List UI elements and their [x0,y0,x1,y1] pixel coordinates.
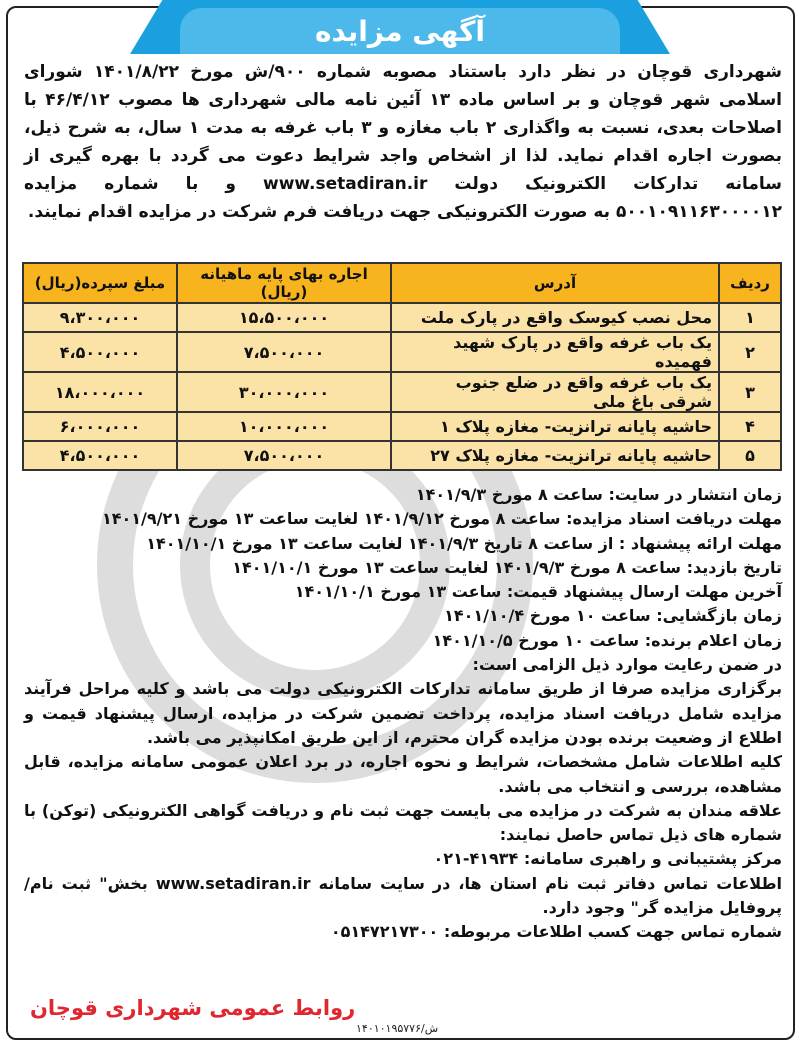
schedule-deadline: آخرین مهلت ارسال پیشنهاد قیمت: ساعت ۱۳ مورخ ۱۴۰۱/۱۰/۱ [294,582,782,602]
header-row-number: ردیف [719,263,781,303]
cell-deposit: ۴،۵۰۰،۰۰۰ [23,441,177,470]
cell-rent: ۷،۵۰۰،۰۰۰ [177,332,391,372]
header [180,8,620,54]
schedule-documents: مهلت دریافت اسناد مزایده: ساعت ۸ مورخ ۱۴۰۱/۹/۱۲ لغایت ساعت ۱۳ مورخ ۱۴۰۱/۹/۲۱ [101,509,782,529]
details-section [24,483,782,945]
note-offices: اطلاعات تماس دفاتر ثبت نام استان ها، در سایت سامانه www.setadiran.ir بخش" ثبت نام/ پروفایل مزایده گر" وجود دارد. [24,873,783,918]
cell-deposit: ۴،۵۰۰،۰۰۰ [23,332,177,372]
schedule-proposal: مهلت ارائه پیشنهاد : از ساعت ۸ تاریخ ۱۴۰۱/۹/۳ لغایت ساعت ۱۳ مورخ ۱۴۰۱/۱۰/۱ [146,533,782,553]
table-row [23,332,781,372]
cell-deposit: ۱۸،۰۰۰،۰۰۰ [23,372,177,412]
cell-row-number: ۴ [719,412,781,441]
cell-row-number: ۳ [719,372,781,412]
table-row [23,412,781,441]
cell-address: حاشیه پایانه ترانزیت- مغازه پلاک ۱ [391,412,719,441]
cell-row-number: ۵ [719,441,781,470]
auction-items-table [22,262,782,471]
table-row [23,372,781,412]
cell-rent: ۱۰،۰۰۰،۰۰۰ [177,412,391,441]
schedule-visit: تاریخ بازدید: ساعت ۸ مورخ ۱۴۰۱/۹/۳ لغایت ساعت ۱۳ مورخ ۱۴۰۱/۱۰/۱ [232,557,782,577]
signature: روابط عمومی شهرداری قوچان [30,996,356,1020]
cell-address: یک باب غرفه واقع در ضلع جنوب شرقی باغ ملی [391,372,719,412]
cell-deposit: ۶،۰۰۰،۰۰۰ [23,412,177,441]
table-row [23,441,781,470]
intro-paragraph: شهرداری قوچان در نظر دارد باستناد مصوبه شماره ۹۰۰/ش مورخ ۱۴۰۱/۸/۲۲ شورای اسلامی شهر قوچان و بر اساس ماده ۱۳ آئین نامه مالی شهرداری ها مصوب ۴۶/۴/۱۲ با اصلاحات بعدی، نسبت به واگذاری ۲ باب مغازه و ۳ باب غرفه به مدت ۱ سال، به شرح ذیل، بصورت اجاره اقدام نماید. لذا از اشخاص واجد شرایط دعوت می گردد با بهره گیری از سامانه تدارکات الکترونیک دولت www.setadiran.ir و با شماره مزایده ۵۰۰۱۰۹۱۱۶۳۰۰۰۰۱۲ به صورت الکترونیکی جهت دریافت فرم شرکت در مزایده اقدام نمایند. [24,62,783,222]
table-header-row [23,263,781,303]
note-information: کلیه اطلاعات شامل مشخصات، شرایط و نحوه اجاره، در برد اعلان عمومی سامانه مزایده، قابل مشاهده، بررسی و انتخاب می باشد. [24,752,782,796]
cell-rent: ۱۵،۵۰۰،۰۰۰ [177,303,391,332]
cell-rent: ۳۰،۰۰۰،۰۰۰ [177,372,391,412]
note-support-phone: مرکز پشتیبانی و راهبری سامانه: ۴۱۹۳۴-۰۲۱ [433,849,782,869]
cell-address: محل نصب کیوسک واقع در پارک ملت [391,303,719,332]
table-row [23,303,781,332]
cell-address: یک باب غرفه واقع در پارک شهید فهمیده [391,332,719,372]
schedule-opening: زمان بازگشایی: ساعت ۱۰ مورخ ۱۴۰۱/۱۰/۴ [444,606,782,626]
note-contact-phone: شماره تماس جهت کسب اطلاعات مربوطه: ۰۵۱۴۷۲۱۷۳۰۰ [330,922,782,942]
note-electronic: برگزاری مزایده صرفا از طریق سامانه تدارکات الکترونیکی دولت می باشد و کلیه مراحل فرآیند مزایده شامل دریافت اسناد مزایده، پرداخت تضمین شرکت در مزایده، ارسال پیشنهاد قیمت و اطلاع از وضعیت برنده بودن مزایده گران محترم، از این طریق امکانپذیر می باشد. [24,679,782,747]
header-deposit: مبلغ سپرده(ریال) [23,263,177,303]
cell-address: حاشیه پایانه ترانزیت- مغازه پلاک ۲۷ [391,441,719,470]
note-registration: علاقه مندان به شرکت در مزایده می بایست جهت ثبت نام و دریافت گواهی الکترونیکی (توکن) با شماره های ذیل تماس حاصل نمایند: [24,800,782,845]
schedule-publish: زمان انتشار در سایت: ساعت ۸ مورخ ۱۴۰۱/۹/۳ [415,485,782,504]
requirements-heading: در ضمن رعایت موارد ذیل الزامی است: [472,655,782,675]
cell-rent: ۷،۵۰۰،۰۰۰ [177,441,391,470]
cell-row-number: ۲ [719,332,781,372]
cell-row-number: ۱ [719,303,781,332]
header-rent: اجاره بهای پایه ماهیانه (ریال) [177,263,391,303]
header-address: آدرس [391,263,719,303]
ad-code: ۱۴۰۱۰۱۹۵۷۷۶/ش [356,1022,439,1035]
schedule-winner: زمان اعلام برنده: ساعت ۱۰ مورخ ۱۴۰۱/۱۰/۵ [432,630,782,650]
page-title: آگهی مزایده [314,14,485,48]
cell-deposit: ۹،۳۰۰،۰۰۰ [23,303,177,332]
